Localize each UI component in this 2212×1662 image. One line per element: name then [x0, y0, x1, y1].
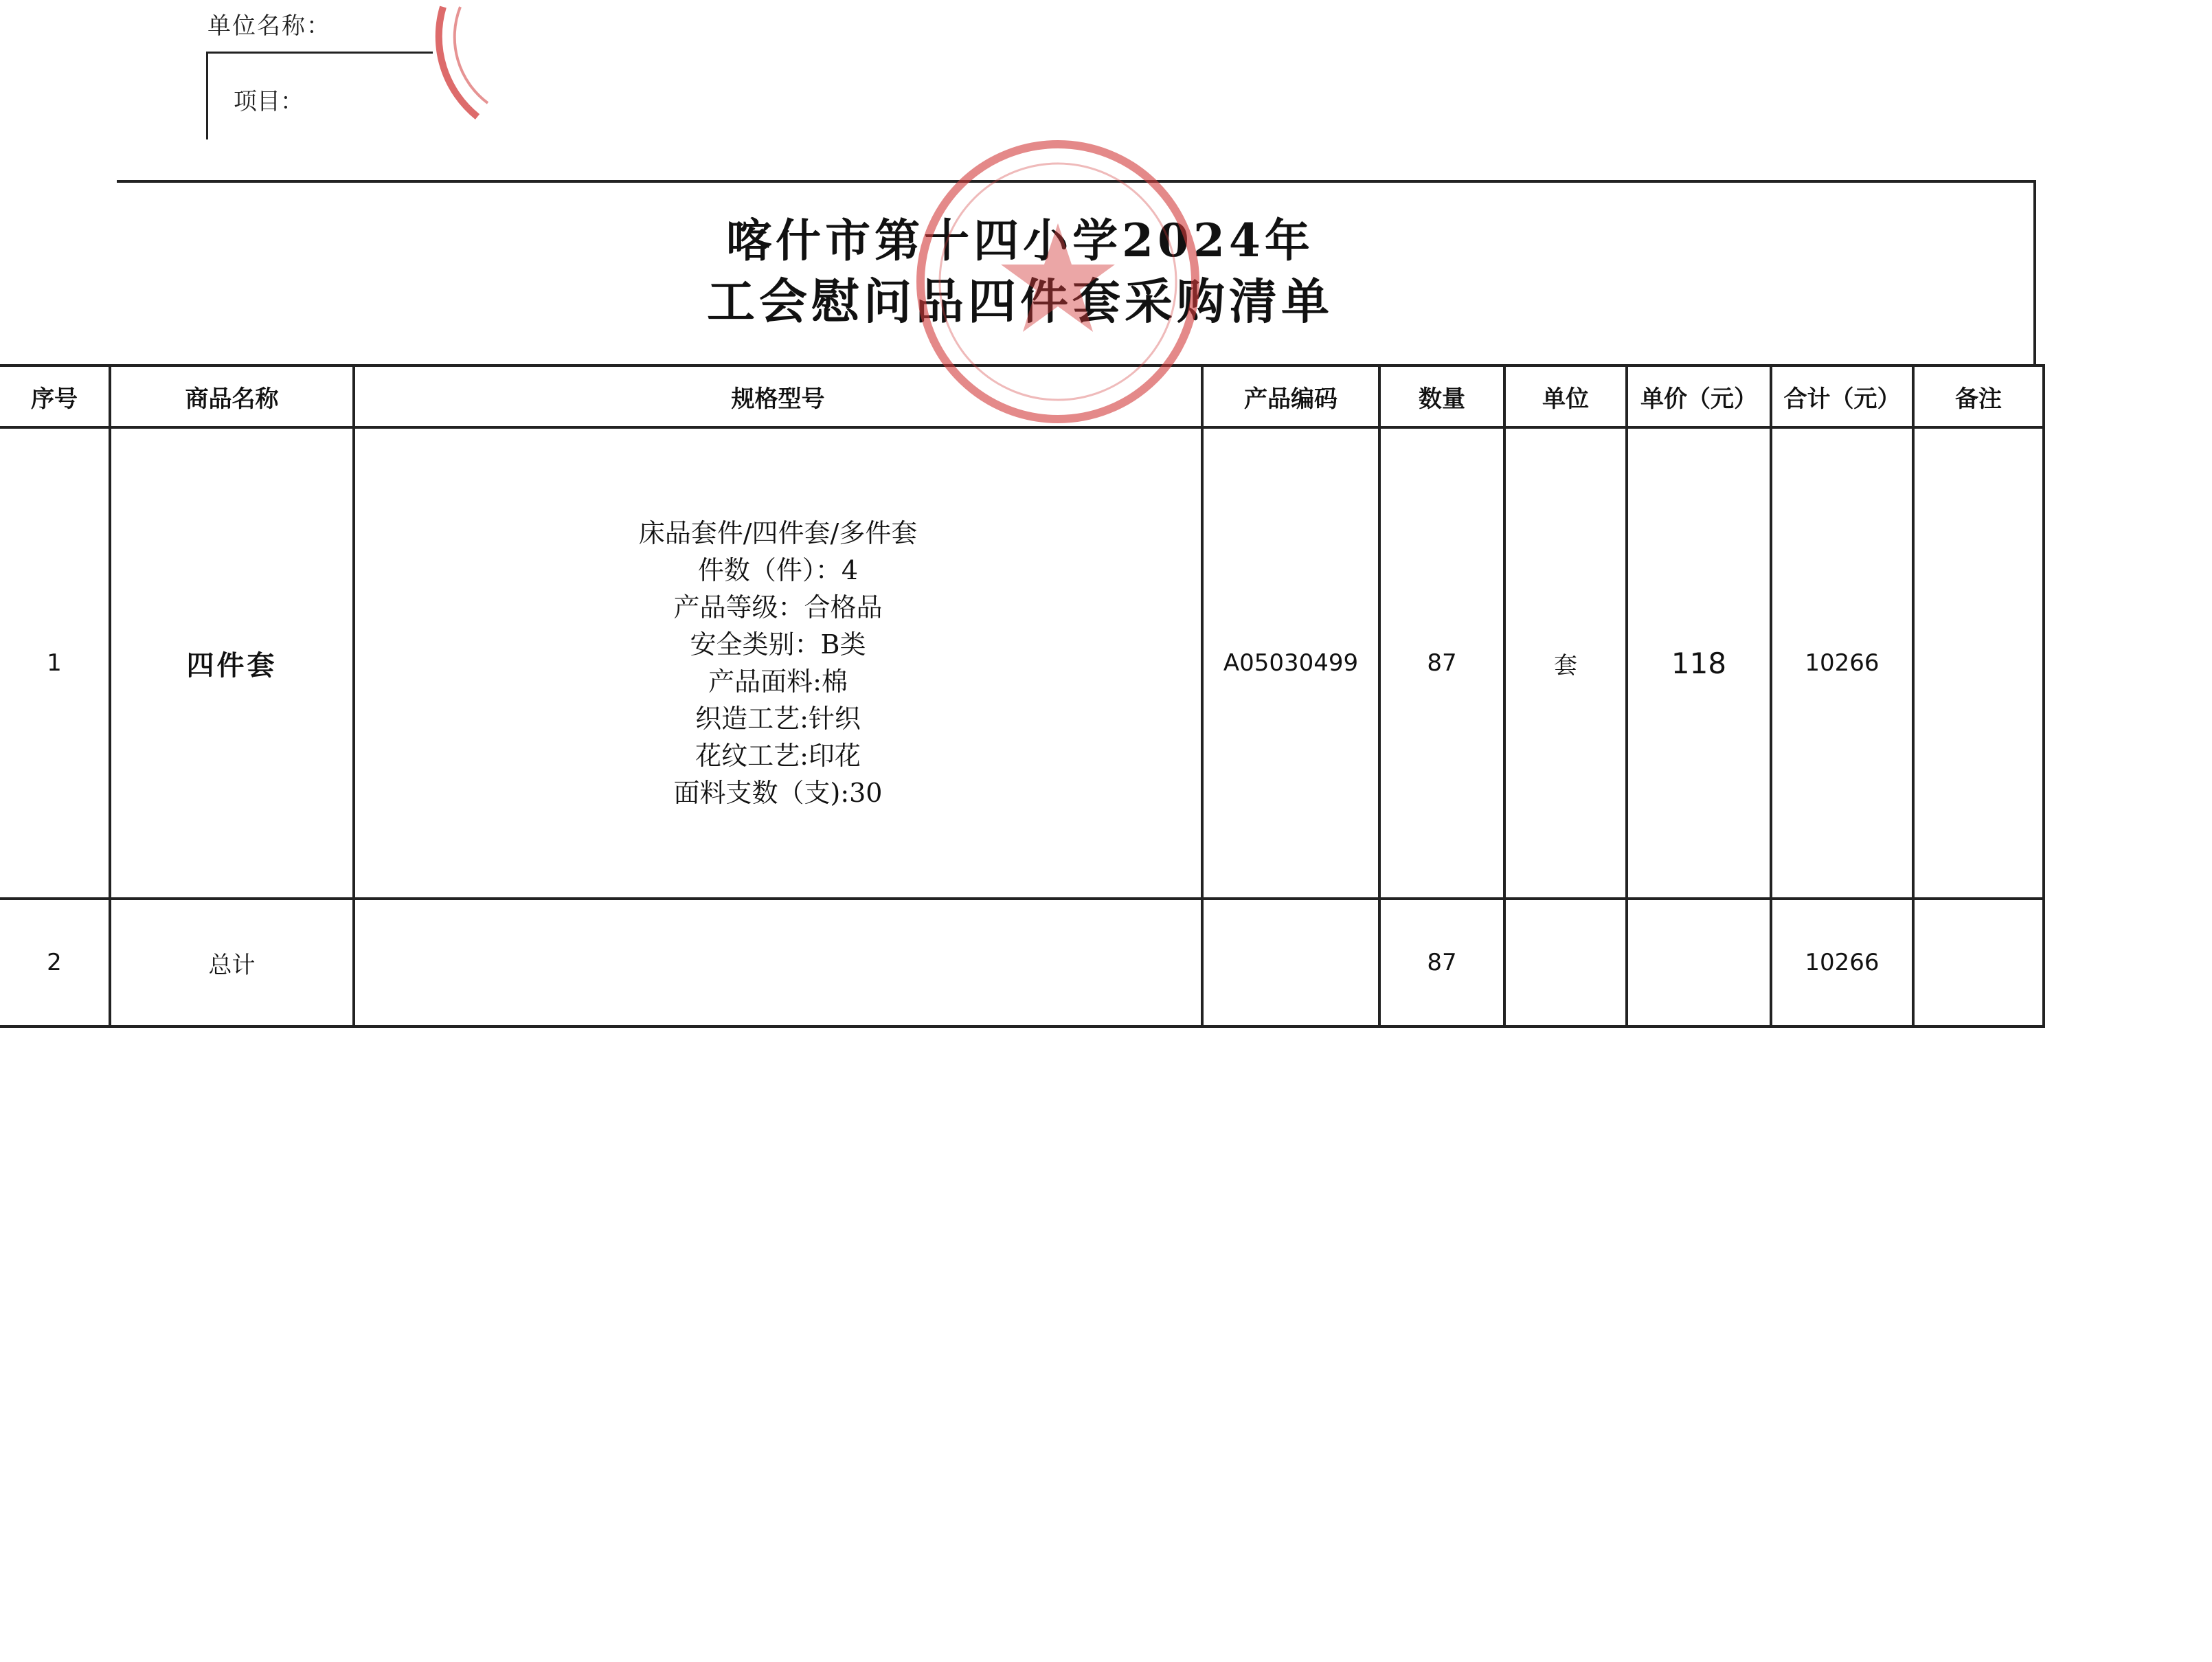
cell-total: 10266: [1771, 427, 1913, 899]
cell-spec: [354, 899, 1202, 1026]
table-row: [0, 427, 2044, 899]
col-header-name: 商品名称: [110, 366, 354, 427]
title-line-2: 工会慰问品四件套采购清单: [707, 273, 1333, 330]
spec-line: 床品套件/四件套/多件套: [638, 518, 918, 548]
col-header-qty: 数量: [1379, 366, 1504, 427]
document-title: [0, 180, 2040, 364]
partial-seal-icon: [429, 0, 567, 124]
cell-unit: 套: [1504, 427, 1627, 899]
spec-line: 件数（件）：4: [697, 555, 859, 585]
spec-line: 产品面料:棉: [708, 666, 848, 697]
cell-no: 1: [0, 427, 110, 899]
cell-unit-price: 118: [1627, 427, 1771, 899]
unit-name-label: 单位名称：: [207, 12, 331, 40]
col-header-note: 备注: [1913, 366, 2044, 427]
fragment-border-left: [206, 52, 208, 139]
table-row-total: [0, 899, 2044, 1026]
procurement-table: [0, 364, 2045, 1028]
spec-line: 产品等级：合格品: [673, 592, 883, 622]
title-line-1: 喀什市第十四小学2024年: [726, 214, 1314, 267]
col-header-spec: 规格型号: [354, 366, 1202, 427]
cell-note: [1913, 427, 2044, 899]
table-header-row: [0, 366, 2044, 427]
header-fragment: [199, 0, 488, 141]
cell-code: A05030499: [1202, 427, 1379, 899]
col-header-total: 合计（元）: [1771, 366, 1913, 427]
cell-unit-price: [1627, 899, 1771, 1026]
col-header-no: 序号: [0, 366, 110, 427]
cell-name: 四件套: [110, 427, 354, 899]
cell-note: [1913, 899, 2044, 1026]
cell-total: 10266: [1771, 899, 1913, 1026]
spec-line: 面料支数（支):30: [673, 778, 883, 808]
item-label: 项目：: [234, 88, 304, 115]
cell-name: 总计: [110, 899, 354, 1026]
col-header-unit-price: 单价（元）: [1627, 366, 1771, 427]
spec-line: 织造工艺:针织: [695, 704, 861, 734]
cell-qty: 87: [1379, 899, 1504, 1026]
spec-line: 安全类别：B类: [690, 629, 866, 660]
fragment-border-top: [206, 52, 433, 54]
cell-no: 2: [0, 899, 110, 1026]
cell-unit: [1504, 899, 1627, 1026]
cell-qty: 87: [1379, 427, 1504, 899]
col-header-unit: 单位: [1504, 366, 1627, 427]
col-header-code: 产品编码: [1202, 366, 1379, 427]
cell-code: [1202, 899, 1379, 1026]
cell-spec: [354, 427, 1202, 899]
spec-line: 花纹工艺:印花: [695, 741, 861, 771]
